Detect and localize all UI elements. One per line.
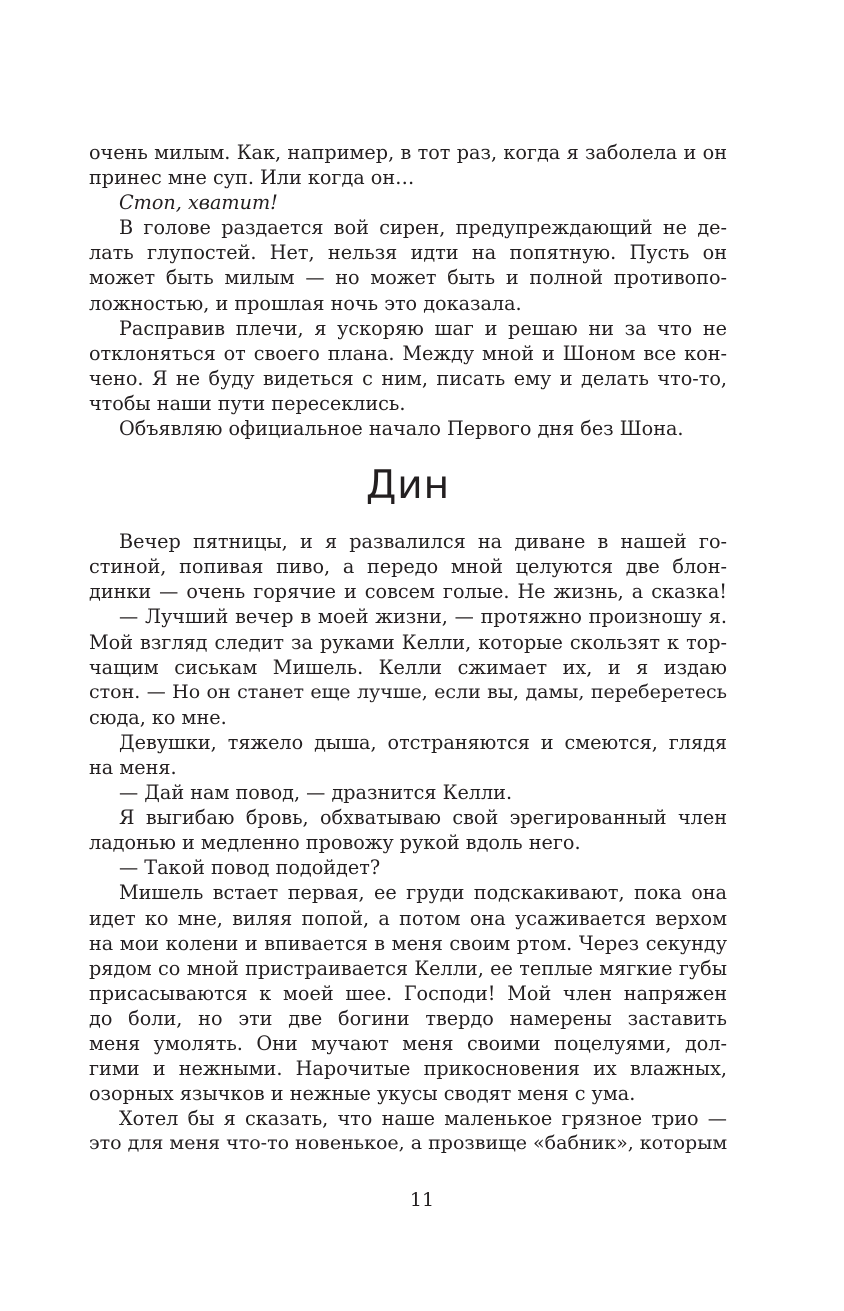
text-line: отклоняться от своего плана. Между мной и Шоном все кон- [89, 341, 727, 365]
text-line: рядом со мной пристраивается Келли, ее теплые мягкие губы [89, 956, 727, 980]
text-line: В голове раздается вой сирен, предупреждающий не де- [119, 216, 727, 240]
text-line: — Дай нам повод, — дразнится Келли. [119, 781, 513, 805]
text-line: чащим сиськам Мишель. Келли сжимает их, и я издаю [89, 655, 727, 679]
text-line: ложностью, и прошлая ночь это доказала. [89, 291, 522, 315]
text-line: принес мне суп. Или когда он… [89, 166, 415, 190]
text-line: лать глупостей. Нет, нельзя идти на попятную. Пусть он [89, 241, 727, 265]
text-line: Стоп, хватит! [119, 191, 278, 215]
text-line: ладонью и медленно провожу рукой вдоль него. [89, 831, 581, 855]
text-line: присасываются к моей шее. Господи! Мой член напряжен [89, 981, 727, 1005]
text-line: идет ко мне, виляя попой, а потом она усаживается верхом [89, 906, 727, 930]
text-line: динки — очень горячие и совсем голые. Не жизнь, а сказка! [89, 580, 727, 604]
text-line: может быть милым — но может быть и полной противопо- [89, 266, 727, 290]
text-line: это для меня что-то новенькое, а прозвище «бабник», которым [89, 1132, 728, 1155]
text-line: до боли, но эти две богини твердо намерены заставить [89, 1006, 727, 1030]
text-line: на мои колени и впивается в меня своим ртом. Через секунду [89, 931, 727, 955]
text-line: Расправив плечи, я ускоряю шаг и решаю ни за что не [119, 316, 727, 340]
page-text [89, 140, 727, 1156]
page-number: 11 [409, 1189, 435, 1211]
chapter-heading: Дин [365, 463, 451, 509]
text-line: Я выгибаю бровь, обхватываю свой эрегированный член [119, 806, 727, 830]
text-line: Девушки, тяжело дыша, отстраняются и смеются, глядя [119, 730, 727, 754]
text-line: очень милым. Как, например, в тот раз, когда я заболела и он [89, 141, 727, 164]
text-line: гими и нежными. Нарочитые прикосновения их влажных, [89, 1057, 727, 1081]
text-block-before-heading [89, 140, 727, 441]
text-block-after-heading [89, 529, 727, 1156]
text-line: Мой взгляд следит за руками Келли, которые скользят к тор- [89, 630, 727, 654]
text-line: стон. — Но он станет еще лучше, если вы, дамы, переберетесь [89, 680, 727, 703]
text-line: — Такой повод подойдет? [119, 856, 381, 880]
text-line: Объявляю официальное начало Первого дня без Шона. [119, 417, 684, 441]
text-line: чтобы наши пути пересеклись. [89, 391, 406, 415]
text-line: чено. Я не буду видеться с ним, писать ему и делать что-то, [89, 366, 727, 390]
text-line: озорных язычков и нежные укусы сводят меня с ума. [89, 1082, 636, 1106]
text-line: Хотел бы я сказать, что наше маленькое грязное трио — [119, 1107, 727, 1131]
text-line: на меня. [89, 755, 177, 779]
text-line: Мишель встает первая, ее груди подскакивают, пока она [119, 881, 727, 905]
chapter-heading-block [89, 441, 727, 529]
text-line: стиной, попивая пиво, а передо мной целуются две блон- [89, 555, 727, 579]
text-line: Вечер пятницы, и я развалился на диване в нашей го- [119, 530, 727, 554]
text-line: сюда, ко мне. [89, 705, 227, 729]
text-line: — Лучший вечер в моей жизни, — протяжно произношу я. [119, 605, 727, 629]
text-line: меня умолять. Они мучают меня своими поцелуями, дол- [89, 1032, 727, 1055]
